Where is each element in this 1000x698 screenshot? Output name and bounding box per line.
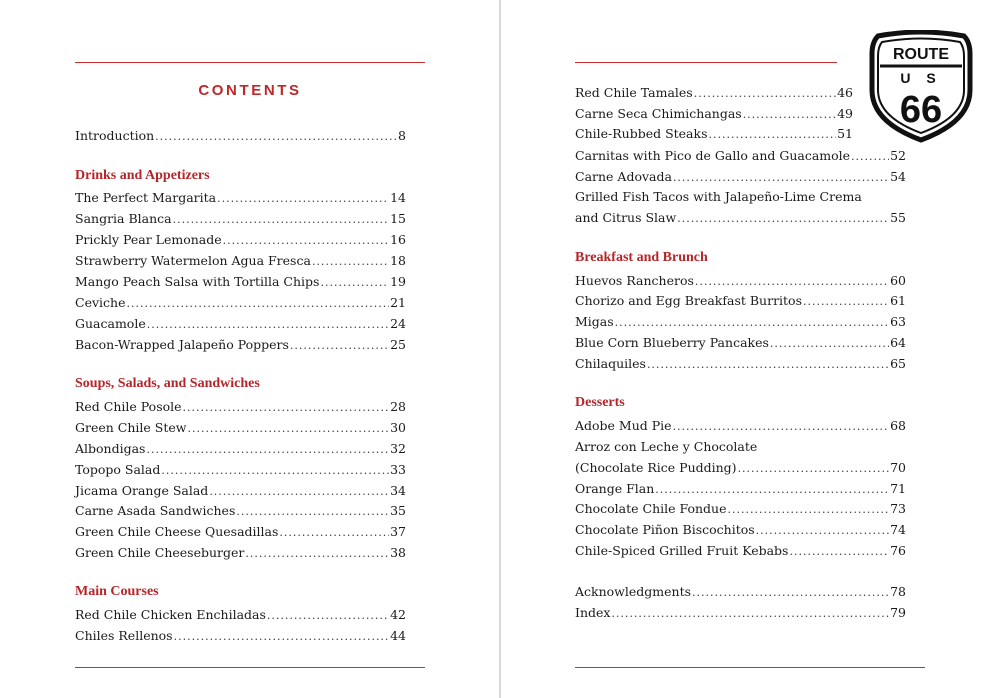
toc-entry-introduction[interactable] <box>75 127 406 145</box>
leader-dots <box>173 211 389 228</box>
toc-entry-page: 44 <box>390 628 406 643</box>
toc-entry-page: 78 <box>890 584 906 599</box>
toc-entry[interactable] <box>75 461 406 479</box>
toc-entry[interactable] <box>575 334 906 352</box>
toc-entry-label: Chocolate Chile Fondue <box>575 501 727 516</box>
leader-dots <box>223 232 389 249</box>
section-heading-breakfast: Breakfast and Brunch <box>575 250 708 265</box>
toc-entry-page: 54 <box>890 169 906 184</box>
leader-dots <box>126 295 389 312</box>
toc-entry[interactable] <box>575 272 906 290</box>
leader-dots <box>320 274 389 291</box>
toc-entry-label: Topopo Salad <box>75 462 161 477</box>
toc-entry-label: Strawberry Watermelon Agua Fresca <box>75 253 311 268</box>
toc-entry-label: Introduction <box>75 128 155 143</box>
section-heading-desserts: Desserts <box>575 395 625 410</box>
toc-entry-label: Albondigas <box>75 441 146 456</box>
toc-entry-label: Migas <box>575 314 614 329</box>
toc-entry-label: Chile-Rubbed Steaks <box>575 126 708 141</box>
leader-dots <box>147 316 389 333</box>
leader-dots <box>756 522 889 539</box>
toc-entry[interactable] <box>75 544 406 562</box>
toc-entry[interactable] <box>75 627 406 645</box>
toc-entry-page: 63 <box>890 314 906 329</box>
toc-entry[interactable] <box>575 147 906 165</box>
toc-entry-page: 35 <box>390 503 406 518</box>
toc-entry[interactable] <box>75 482 406 500</box>
leader-dots <box>673 169 889 186</box>
toc-entry[interactable] <box>75 210 406 228</box>
toc-entry[interactable] <box>575 209 906 227</box>
toc-entry-label: Chocolate Piñon Biscochitos <box>575 522 755 537</box>
toc-entry[interactable] <box>575 355 906 373</box>
toc-entry[interactable] <box>75 398 406 416</box>
leader-dots <box>789 543 889 560</box>
leader-dots <box>187 420 389 437</box>
toc-entry-page: 65 <box>890 356 906 371</box>
toc-entry-label: Sangria Blanca <box>75 211 172 226</box>
toc-entry[interactable] <box>575 105 853 123</box>
leader-dots <box>743 106 836 123</box>
toc-entry[interactable] <box>75 252 406 270</box>
toc-entry-label: Prickly Pear Lemonade <box>75 232 222 247</box>
toc-entry[interactable] <box>75 336 406 354</box>
leader-dots <box>851 148 889 165</box>
toc-entry-label: Green Chile Cheese Quesadillas <box>75 524 279 539</box>
left-bottom-rule <box>75 667 425 668</box>
toc-entry-page: 14 <box>390 190 406 205</box>
toc-entry[interactable] <box>75 231 406 249</box>
leader-dots <box>692 584 889 601</box>
toc-entry-page: 16 <box>390 232 406 247</box>
toc-entry[interactable] <box>575 84 853 102</box>
toc-entry-label: Chiles Rellenos <box>75 628 173 643</box>
toc-entry-page: 76 <box>890 543 906 558</box>
toc-entry[interactable] <box>575 417 906 435</box>
toc-entry-label: Carne Adovada <box>575 169 672 184</box>
leader-dots <box>770 335 889 352</box>
toc-entry-page: 24 <box>390 316 406 331</box>
toc-entry-page: 37 <box>390 524 406 539</box>
toc-entry[interactable] <box>575 500 906 518</box>
leader-dots <box>803 293 889 310</box>
section-heading-soups: Soups, Salads, and Sandwiches <box>75 376 260 391</box>
section-heading-drinks: Drinks and Appetizers <box>75 168 210 183</box>
toc-entry-page: 30 <box>390 420 406 435</box>
toc-entry-label: Grilled Fish Tacos with Jalapeño-Lime Crema <box>575 189 862 204</box>
toc-entry-page: 8 <box>398 128 406 143</box>
leader-dots <box>161 462 389 479</box>
toc-entry-page: 68 <box>890 418 906 433</box>
leader-dots <box>695 273 889 290</box>
toc-entry-page: 38 <box>390 545 406 560</box>
right-bottom-rule <box>575 667 925 668</box>
toc-entry-label: Jicama Orange Salad <box>75 483 209 498</box>
leader-dots <box>174 628 390 645</box>
leader-dots <box>155 128 397 145</box>
toc-entry-label: Green Chile Stew <box>75 420 187 435</box>
leader-dots <box>245 545 389 562</box>
leader-dots <box>183 399 390 416</box>
toc-entry-page: 15 <box>390 211 406 226</box>
leader-dots <box>209 483 389 500</box>
toc-entry-label: Carnitas with Pico de Gallo and Guacamole <box>575 148 851 163</box>
toc-entry-label: Chorizo and Egg Breakfast Burritos <box>575 293 803 308</box>
toc-entry-page: 71 <box>890 481 906 496</box>
toc-entry-label: Adobe Mud Pie <box>575 418 672 433</box>
route-sign-top-text: ROUTE <box>893 46 949 63</box>
toc-entry-page: 25 <box>390 337 406 352</box>
leader-dots <box>236 503 389 520</box>
toc-entry-page: 52 <box>890 148 906 163</box>
toc-entry-page: 60 <box>890 273 906 288</box>
toc-entry[interactable] <box>75 294 406 312</box>
toc-entry-label: Huevos Rancheros <box>575 273 694 288</box>
toc-entry-label: Bacon-Wrapped Jalapeño Poppers <box>75 337 289 352</box>
toc-entry[interactable] <box>75 502 406 520</box>
toc-entry[interactable] <box>75 440 406 458</box>
toc-entry-page: 42 <box>390 607 406 622</box>
leader-dots <box>312 253 389 270</box>
toc-entry-page: 19 <box>390 274 406 289</box>
toc-entry[interactable] <box>575 459 906 477</box>
toc-entry-label: Chilaquiles <box>575 356 646 371</box>
toc-entry-label: Guacamole <box>75 316 146 331</box>
toc-entry-page: 33 <box>390 462 406 477</box>
toc-entry[interactable] <box>575 542 906 560</box>
toc-entry-page: 74 <box>890 522 906 537</box>
leader-dots <box>677 210 889 227</box>
route-66-sign-icon <box>866 30 976 144</box>
toc-entry-index[interactable] <box>575 604 906 622</box>
toc-entry-label: Red Chile Chicken Enchiladas <box>75 607 266 622</box>
toc-entry-label: Green Chile Cheeseburger <box>75 545 245 560</box>
toc-entry-acknowledgments[interactable] <box>575 583 906 601</box>
toc-entry-page: 32 <box>390 441 406 456</box>
toc-entry[interactable] <box>575 521 906 539</box>
toc-entry-page: 79 <box>890 605 906 620</box>
toc-entry-page: 28 <box>390 399 406 414</box>
right-top-rule <box>575 62 837 63</box>
toc-entry[interactable] <box>75 315 406 333</box>
toc-entry[interactable] <box>575 438 906 455</box>
leader-dots <box>728 501 890 518</box>
toc-entry-label: Acknowledgments <box>575 584 692 599</box>
leader-dots <box>267 607 389 624</box>
route-sign-number-text: 66 <box>899 89 943 131</box>
toc-entry-page: 34 <box>390 483 406 498</box>
toc-entry-label: Red Chile Tamales <box>575 85 693 100</box>
toc-entry-page: 51 <box>837 126 853 141</box>
toc-entry-label: Carne Asada Sandwiches <box>75 503 236 518</box>
toc-entry-label: Blue Corn Blueberry Pancakes <box>575 335 769 350</box>
toc-entry-label: Carne Seca Chimichangas <box>575 106 742 121</box>
page-title: CONTENTS <box>198 82 302 99</box>
toc-entry-page: 61 <box>890 293 906 308</box>
leader-dots <box>738 460 890 477</box>
toc-entry[interactable] <box>575 292 906 310</box>
toc-entry-page: 49 <box>837 106 853 121</box>
toc-entry-page: 21 <box>390 295 406 310</box>
toc-entry-label: Red Chile Posole <box>75 399 182 414</box>
toc-entry-page: 46 <box>837 85 853 100</box>
toc-entry[interactable] <box>575 313 906 331</box>
toc-entry-page: 55 <box>890 210 906 225</box>
toc-entry-page: 64 <box>890 335 906 350</box>
leader-dots <box>279 524 389 541</box>
section-heading-main-courses: Main Courses <box>75 584 159 599</box>
toc-entry-page: 73 <box>890 501 906 516</box>
leader-dots <box>611 605 889 622</box>
toc-entry-label: Ceviche <box>75 295 126 310</box>
leader-dots <box>217 190 389 207</box>
leader-dots <box>290 337 389 354</box>
route-sign-middle-text: U S <box>900 70 942 86</box>
leader-dots <box>694 85 836 102</box>
toc-entry-page: 18 <box>390 253 406 268</box>
toc-entry[interactable] <box>575 125 853 143</box>
leader-dots <box>146 441 389 458</box>
toc-entry-label: (Chocolate Rice Pudding) <box>575 460 737 475</box>
toc-entry[interactable] <box>575 188 906 205</box>
toc-entry[interactable] <box>75 273 406 291</box>
toc-entry[interactable] <box>75 523 406 541</box>
toc-entry[interactable] <box>575 480 906 498</box>
toc-entry-label: Mango Peach Salsa with Tortilla Chips <box>75 274 320 289</box>
toc-entry-label: and Citrus Slaw <box>575 210 677 225</box>
toc-entry-label: Chile-Spiced Grilled Fruit Kebabs <box>575 543 789 558</box>
toc-entry-label: Index <box>575 605 611 620</box>
leader-dots <box>709 126 837 143</box>
toc-entry[interactable] <box>75 606 406 624</box>
leader-dots <box>647 356 889 373</box>
toc-entry-page: 70 <box>890 460 906 475</box>
toc-entry[interactable] <box>575 168 906 186</box>
toc-entry-label: Arroz con Leche y Chocolate <box>575 439 758 454</box>
leader-dots <box>673 418 890 435</box>
leader-dots <box>655 481 889 498</box>
leader-dots <box>615 314 889 331</box>
toc-entry-label: Orange Flan <box>575 481 655 496</box>
toc-entry[interactable] <box>75 189 406 207</box>
toc-entry[interactable] <box>75 419 406 437</box>
toc-entry-label: The Perfect Margarita <box>75 190 217 205</box>
left-top-rule <box>75 62 425 63</box>
